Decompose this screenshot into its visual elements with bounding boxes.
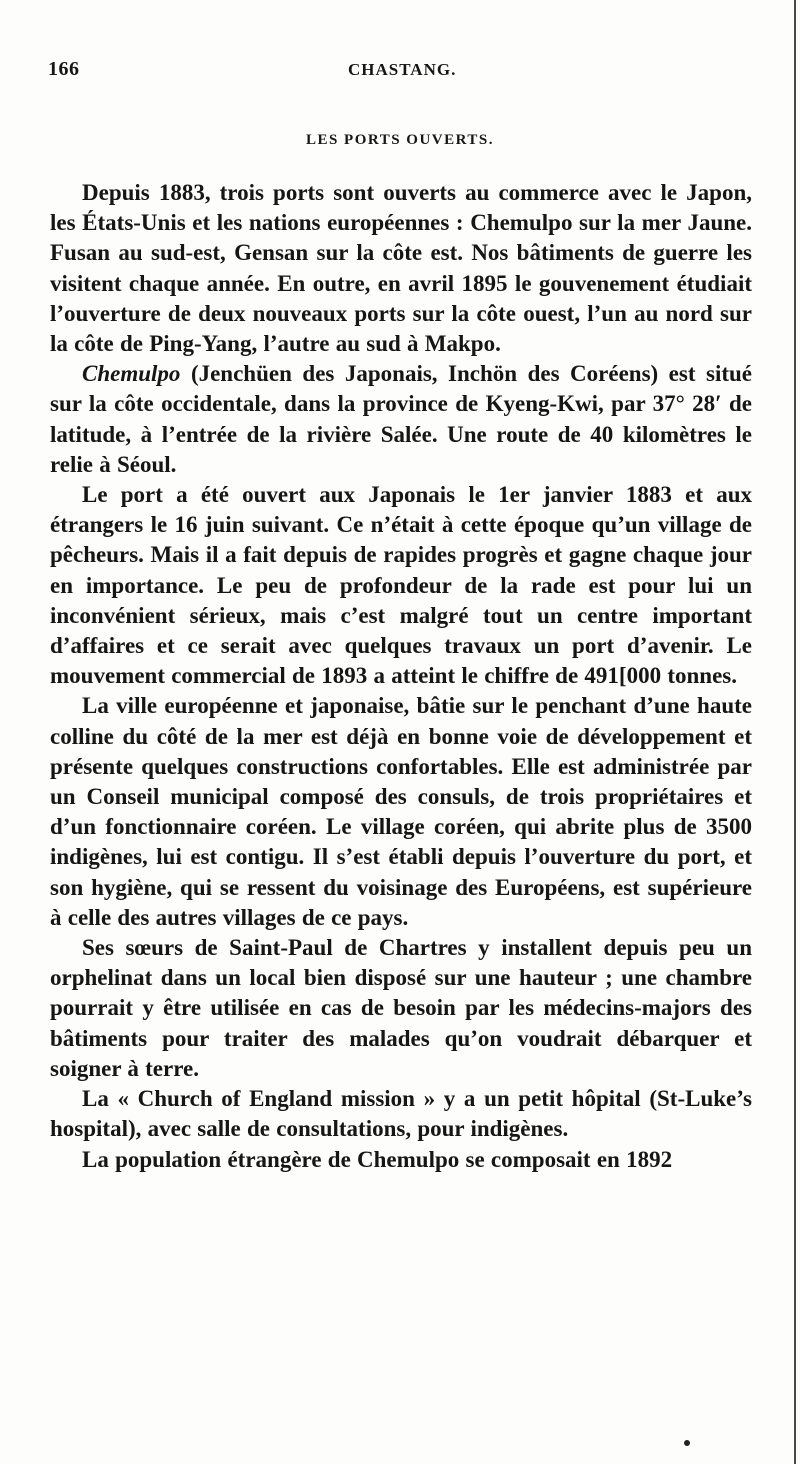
paragraph-5: Ses sœurs de Saint-Paul de Chartres y installent depuis peu un orphelinat dans un local bien disposé sur une hauteur ; une chambre pourrait y être utilisée en cas de besoin par les médecins-majors des bâtiments pour traiter des malades qu’on voudrait débarquer et soigner à terre.	[50, 935, 752, 1081]
paragraph-4: La ville européenne et japonaise, bâtie sur le penchant d’une haute colline du côté de la mer est déjà en bonne voie de développement et présente quelques constructions confortables. Elle est administrée par un Conseil municipal composé des consuls, de trois propriétaires et d’un fonctionnaire coréen. Le village coréen, qui abrite plus de 3500 indigènes, lui est contigu. Il s’est établi depuis l’ouverture du port, et son hygiène, qui se ressent du voisinage des Européens, est supérieure à celle des autres villages de ce pays.	[50, 693, 752, 930]
paragraph-7: La population étrangère de Chemulpo se composait en 1892	[82, 1146, 673, 1172]
paragraph-1: Depuis 1883, trois ports sont ouverts au commerce avec le Japon, les États-Unis et les nations européennes : Chemulpo sur la mer Jaune. Fusan au sud-est, Gensan sur la côte est. Nos bâtiments de guerre les visitent chaque année. En outre, en avril 1895 le gouvenement étudiait l’ouverture de deux nouveaux ports sur la côte ouest, l’un au nord sur la côte de Ping-Yang, l’autre au sud à Makpo.	[50, 180, 752, 357]
page-number: 166	[48, 58, 80, 80]
running-title: CHASTANG.	[348, 60, 457, 79]
ink-speck	[684, 1440, 690, 1446]
page-edge-line	[794, 0, 796, 1464]
body-text	[50, 178, 752, 1175]
paragraph-3: Le port a été ouvert aux Japonais le 1er janvier 1883 et aux étrangers le 16 juin suivant. Ce n’était à cette époque qu’un village de pêcheurs. Mais il a fait depuis de rapides progrès et gagne chaque jour en importance. Le peu de profondeur de la rade est pour lui un inconvénient sérieux, mais c’est malgré tout un centre important d’affaires et ce serait avec quelques travaux un port d’avenir. Le mouvement commercial de 1893 a atteint le chiffre de 491[000 tonnes.	[50, 482, 752, 689]
section-title: LES PORTS OUVERTS.	[305, 132, 495, 148]
paragraph-2-text: (Jenchüen des Japonais, Inchön des Coréens) est situé sur la côte occidentale, dans la province de Kyeng-Kwi, par 37° 28′ de latitude, à l’entrée de la rivière Salée. Une route de 40 kilomètres le relie à Séoul.	[50, 361, 753, 477]
paragraph-2	[50, 359, 752, 480]
paragraph-6: La « Church of England mission » y a un petit hôpital (St-Luke’s hospital), avec salle de consultations, pour indigènes.	[50, 1086, 752, 1142]
running-head	[48, 58, 748, 88]
emphasis-chemulpo: Chemulpo	[82, 361, 181, 387]
